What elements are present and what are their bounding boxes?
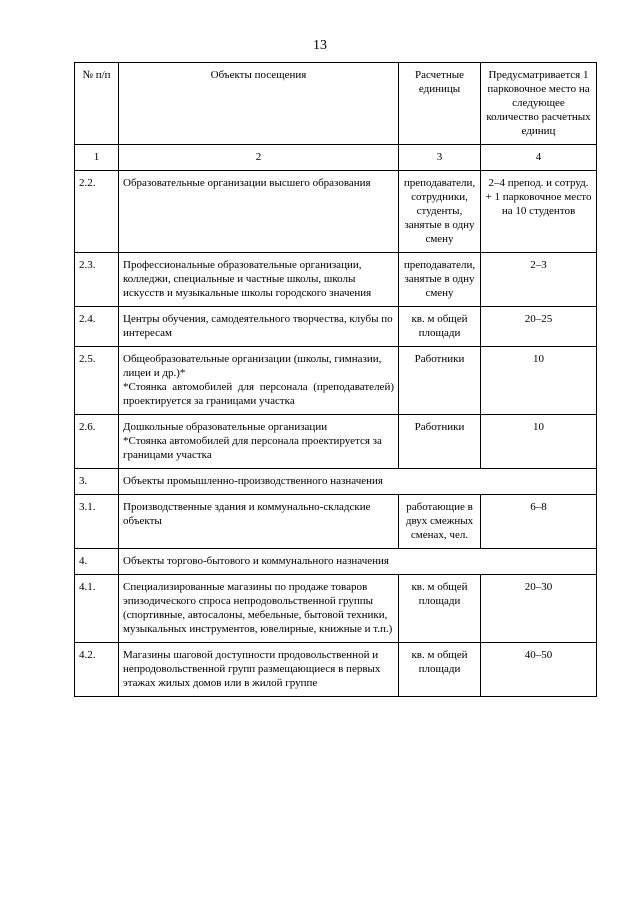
column-index: 3 — [399, 145, 481, 171]
row-number: 2.3. — [75, 253, 119, 307]
row-value: 20–30 — [481, 575, 597, 643]
row-units: Работники — [399, 415, 481, 469]
row-object: Дошкольные образовательные организации — [123, 421, 328, 433]
table-row — [75, 171, 597, 253]
row-value: 2–3 — [481, 253, 597, 307]
column-index: 1 — [75, 145, 119, 171]
table-row — [75, 575, 597, 643]
row-value: 6–8 — [481, 495, 597, 549]
section-row — [75, 549, 597, 575]
row-number: 2.4. — [75, 307, 119, 347]
row-object: Специализированные магазины по продаже товаров эпизодического спроса непродовольственной группы (спортивные, автосалоны, мебельные, бытовой техники, музыкальных инструментов, ювелирные, книжные и т.п.) — [119, 575, 399, 643]
row-value: 40–50 — [481, 643, 597, 697]
row-note: *Стоянка автомобилей для персонала (преподавателей) проектируется за границами участка — [123, 381, 394, 407]
header-number: № п/п — [75, 63, 119, 145]
row-object: Общеобразовательные организации (школы, гимназии, лицеи и др.)* — [123, 353, 382, 379]
table-row — [75, 347, 597, 415]
row-object: Центры обучения, самодеятельного творчества, клубы по интересам — [119, 307, 399, 347]
row-units: Работники — [399, 347, 481, 415]
header-units: Расчетные единицы — [399, 63, 481, 145]
row-number: 2.5. — [75, 347, 119, 415]
row-object: Магазины шаговой доступности продовольственной и непродовольственной групп размещающиеся в первых этажах жилых домов или в жилой группе — [119, 643, 399, 697]
row-note: *Стоянка автомобилей для персонала проектируется за границами участка — [123, 435, 382, 461]
row-number: 4.2. — [75, 643, 119, 697]
row-units: преподаватели, сотрудники, студенты, занятые в одну смену — [399, 171, 481, 253]
column-index: 4 — [481, 145, 597, 171]
section-row — [75, 469, 597, 495]
header-objects: Объекты посещения — [119, 63, 399, 145]
row-units: кв. м общей площади — [399, 643, 481, 697]
column-index: 2 — [119, 145, 399, 171]
section-number: 3. — [75, 469, 119, 495]
row-value: 2–4 препод. и сотруд. + 1 парковочное место на 10 студентов — [481, 171, 597, 253]
row-object-cell — [119, 415, 399, 469]
row-value: 20–25 — [481, 307, 597, 347]
row-object-cell — [119, 347, 399, 415]
page-number: 13 — [313, 38, 327, 53]
row-object: Производственные здания и коммунально-складские объекты — [119, 495, 399, 549]
row-number: 2.2. — [75, 171, 119, 253]
table-row — [75, 307, 597, 347]
row-units: кв. м общей площади — [399, 307, 481, 347]
row-number: 2.6. — [75, 415, 119, 469]
parking-norms-table — [74, 62, 597, 697]
row-object: Образовательные организации высшего образования — [119, 171, 399, 253]
row-number: 4.1. — [75, 575, 119, 643]
row-units: работающие в двух смежных сменах, чел. — [399, 495, 481, 549]
row-number: 3.1. — [75, 495, 119, 549]
header-parking-value: Предусматривается 1 парковочное место на следующее количество расчетных единиц — [481, 63, 597, 145]
section-number: 4. — [75, 549, 119, 575]
table-row — [75, 643, 597, 697]
table-header-row — [75, 63, 597, 145]
table-row — [75, 415, 597, 469]
row-units: кв. м общей площади — [399, 575, 481, 643]
section-title: Объекты торгово-бытового и коммунального назначения — [119, 549, 597, 575]
table-row — [75, 495, 597, 549]
row-units: преподаватели, занятые в одну смену — [399, 253, 481, 307]
column-index-row — [75, 145, 597, 171]
row-value: 10 — [481, 415, 597, 469]
row-object: Профессиональные образовательные организации, колледжи, специальные и частные школы, школы искусств и музыкальные школы городского значения — [119, 253, 399, 307]
section-title: Объекты промышленно-производственного назначения — [119, 469, 597, 495]
row-value: 10 — [481, 347, 597, 415]
table-row — [75, 253, 597, 307]
